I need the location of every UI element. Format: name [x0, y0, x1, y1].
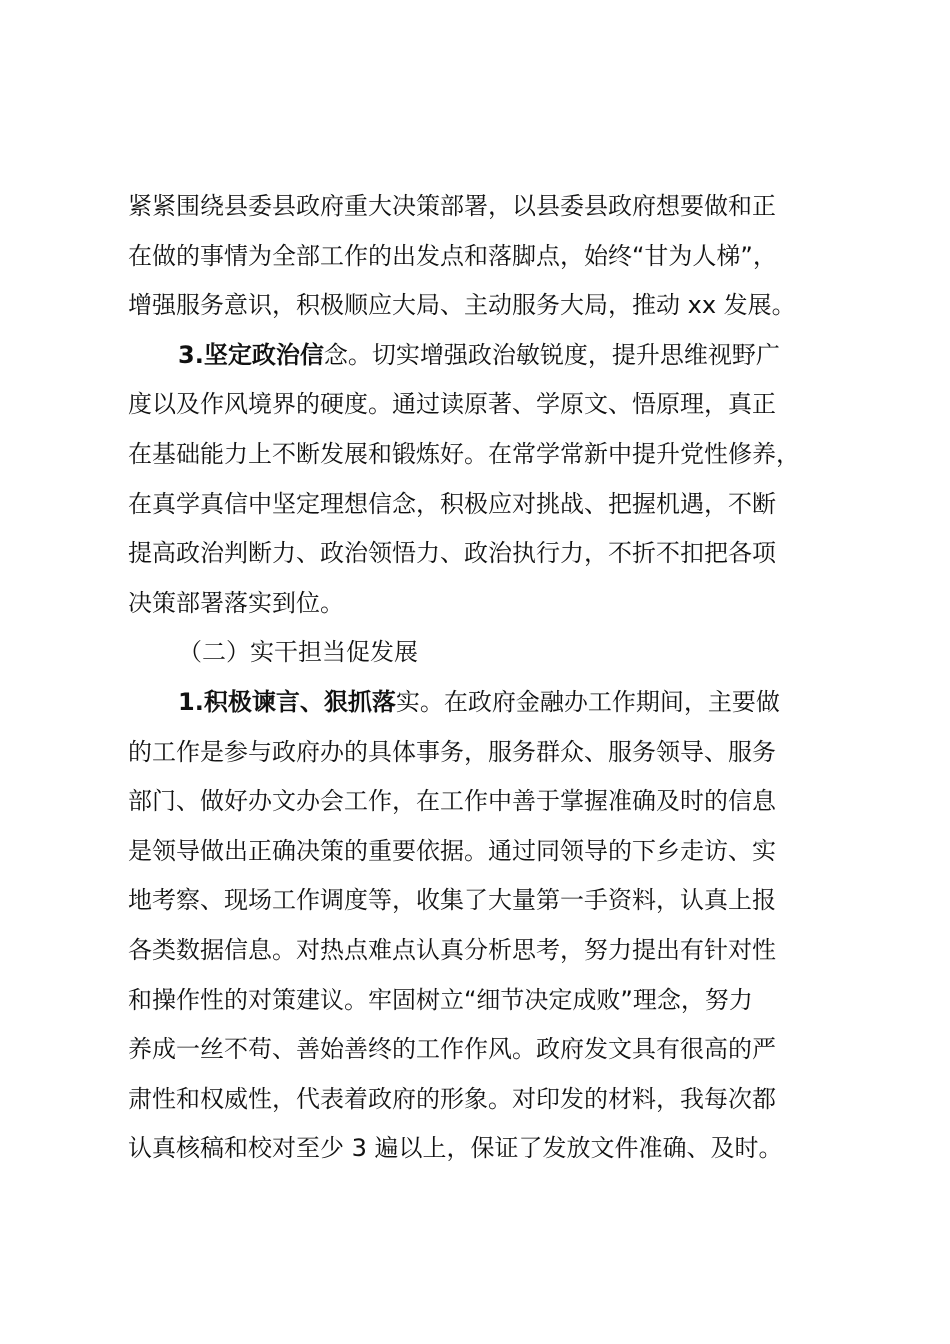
text-line: 在做的事情为全部工作的出发点和落脚点，始终“甘为人梯”， — [128, 241, 777, 270]
document-body — [128, 182, 828, 1174]
text-line: 在真学真信中坚定理想信念，积极应对挑战、把握机遇，不断 — [128, 489, 776, 518]
text-line: 肃性和权威性，代表着政府的形象。对印发的材料，我每次都 — [128, 1084, 776, 1113]
text-line: 的工作是参与政府办的具体事务，服务群众、服务领导、服务 — [128, 737, 776, 766]
section-heading-text: （二）实干担当促发展 — [178, 638, 418, 667]
text-line: 各类数据信息。对热点难点认真分析思考，努力提出有针对性 — [128, 935, 776, 964]
text-line: 度以及作风境界的硬度。通过读原著、学原文、悟原理，真正 — [128, 390, 776, 419]
text-line: 在基础能力上不断发展和锻炼好。在常学常新中提升党性修养， — [128, 439, 800, 468]
text-line — [128, 678, 828, 728]
paragraph-advice-implementation — [128, 678, 828, 1174]
section-heading — [128, 628, 828, 678]
text-line: 和操作性的对策建议。牢固树立“细节决定成败”理念，努力 — [128, 985, 753, 1014]
text-line: 是领导做出正确决策的重要依据。通过同领导的下乡走访、实 — [128, 836, 776, 865]
text-run: 念。切实增强政治敏锐度，提升思维视野广 — [323, 340, 780, 369]
text-line: 提高政治判断力、政治领悟力、政治执行力，不折不扣把各项 — [128, 539, 776, 568]
text-line: 部门、做好办文办会工作，在工作中善于掌握准确及时的信息 — [128, 787, 776, 816]
paragraph-service-awareness — [128, 182, 828, 331]
subheading-lead: 1.积极谏言、狠抓落 — [178, 687, 396, 716]
subheading-lead: 3.坚定政治信 — [178, 340, 324, 369]
paragraph-political-belief — [128, 331, 828, 629]
text-line: 认真核稿和校对至少 3 遍以上，保证了发放文件准确、及时。 — [128, 1134, 783, 1163]
text-run: 实。在政府金融办工作期间，主要做 — [395, 687, 780, 716]
text-line — [128, 331, 828, 381]
text-line: 决策部署落实到位。 — [128, 588, 344, 617]
text-line: 增强服务意识，积极顺应大局、主动服务大局，推动 xx 发展。 — [128, 291, 796, 320]
text-line: 养成一丝不苟、善始善终的工作作风。政府发文具有很高的严 — [128, 1035, 776, 1064]
text-line: 紧紧围绕县委县政府重大决策部署，以县委县政府想要做和正 — [128, 192, 776, 220]
text-line: 地考察、现场工作调度等，收集了大量第一手资料，认真上报 — [128, 886, 776, 915]
